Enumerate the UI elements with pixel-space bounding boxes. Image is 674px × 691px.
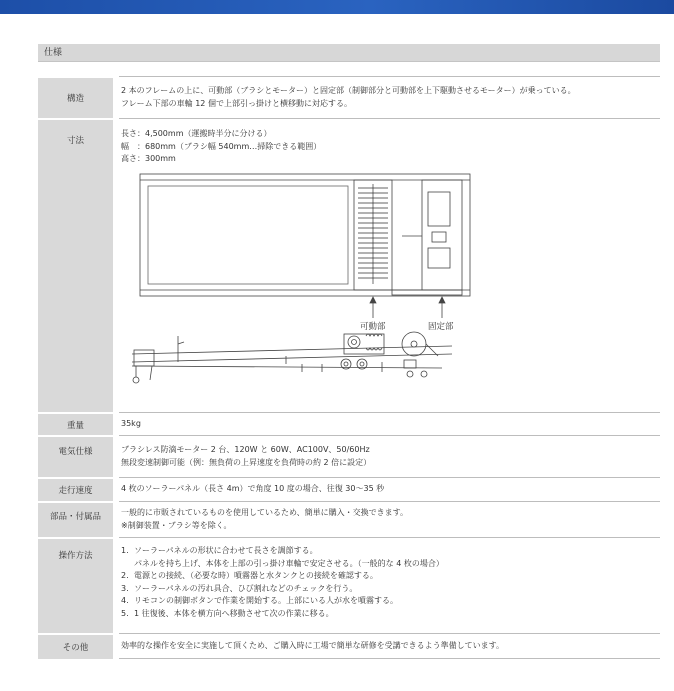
row-other <box>38 633 660 659</box>
side-view <box>132 332 452 383</box>
label-other: その他 <box>38 633 113 659</box>
value-structure <box>119 76 660 118</box>
electrical-line-2: 無段変速制御可能（例：無負荷の上昇速度を負荷時の約 2 倍に設定） <box>121 457 372 467</box>
row-operation <box>38 537 660 633</box>
other-value: 効率的な操作を安全に実施して頂くため、ご購入時に工場で簡単な研修を受講できるよう準備しています。 <box>121 640 505 650</box>
value-weight <box>119 412 660 435</box>
structure-line-2: フレーム下部の車輪 12 個で上部引っ掛けと横移動に対応する。 <box>121 98 352 108</box>
label-dimensions: 寸法 <box>38 118 113 412</box>
parts-line-1: 一般的に市販されているものを使用しているため、簡単に購入・交換できます。 <box>121 508 409 517</box>
section-title: 仕様 <box>38 44 660 62</box>
parts-line-2: ※制御装置・ブラシ等を除く。 <box>121 520 232 530</box>
value-other <box>119 633 660 659</box>
row-weight <box>38 412 660 435</box>
dimension-width: 幅 ：680mm（ブラシ幅 540mm…掃除できる範囲） <box>121 141 322 151</box>
label-operation: 操作方法 <box>38 537 113 633</box>
operation-step: 3. ソーラーパネルの汚れ具合、ひび割れなどのチェックを行う。 <box>121 583 358 593</box>
row-speed <box>38 477 660 501</box>
row-parts <box>38 501 660 537</box>
operation-step: 2. 電源との接続、（必要な時）噴霧器と水タンクとの接続を確認する。 <box>121 571 378 580</box>
value-operation <box>119 537 660 633</box>
label-weight: 重量 <box>38 412 113 435</box>
weight-value: 35kg <box>121 418 141 428</box>
value-parts <box>119 501 660 537</box>
value-speed <box>119 477 660 501</box>
top-banner <box>0 0 674 14</box>
fixed-part-label: 固定部 <box>428 322 454 332</box>
operation-step: パネルを持ち上げ、本体を上部の引っ掛け車輪で安定させる。（一般的な 4 枚の場合） <box>134 558 444 568</box>
value-electrical <box>119 435 660 477</box>
row-electrical <box>38 435 660 477</box>
row-structure <box>38 76 660 118</box>
speed-value: 4 枚のソーラーパネル（長さ 4m）で角度 10 度の場合、往復 30～35 秒 <box>121 484 385 494</box>
structure-line-1: 2 本のフレームの上に、可動部（ブラシとモーター）と固定部（制御部分と可動部を上下駆動させるモーター）が乗っている。 <box>121 86 576 95</box>
operation-step: 5. 1 往復後、本体を横方向へ移動させて次の作業に移る。 <box>121 608 334 618</box>
top-view-frame <box>140 174 470 296</box>
operation-step: 4. リモコンの制御ボタンで作業を開始する。上部にいる人が水を噴霧する。 <box>121 596 398 605</box>
electrical-line-1: ブラシレス防滴モーター 2 台、120W と 60W、AC100V、50/60Hz <box>121 445 370 454</box>
label-structure: 構造 <box>38 76 113 118</box>
dimension-length: 長さ：4,500mm（運搬時半分に分ける） <box>121 129 272 138</box>
dimension-height: 高さ：300mm <box>121 154 176 163</box>
row-dimensions <box>38 118 660 412</box>
label-electrical: 電気仕様 <box>38 435 113 477</box>
operation-step: 1. ソーラーパネルの形状に合わせて長さを調節する。 <box>121 546 318 555</box>
device-diagram <box>122 166 482 404</box>
movable-part-label: 可動部 <box>360 322 386 332</box>
label-speed: 走行速度 <box>38 477 113 501</box>
label-parts: 部品・付属品 <box>38 501 113 537</box>
